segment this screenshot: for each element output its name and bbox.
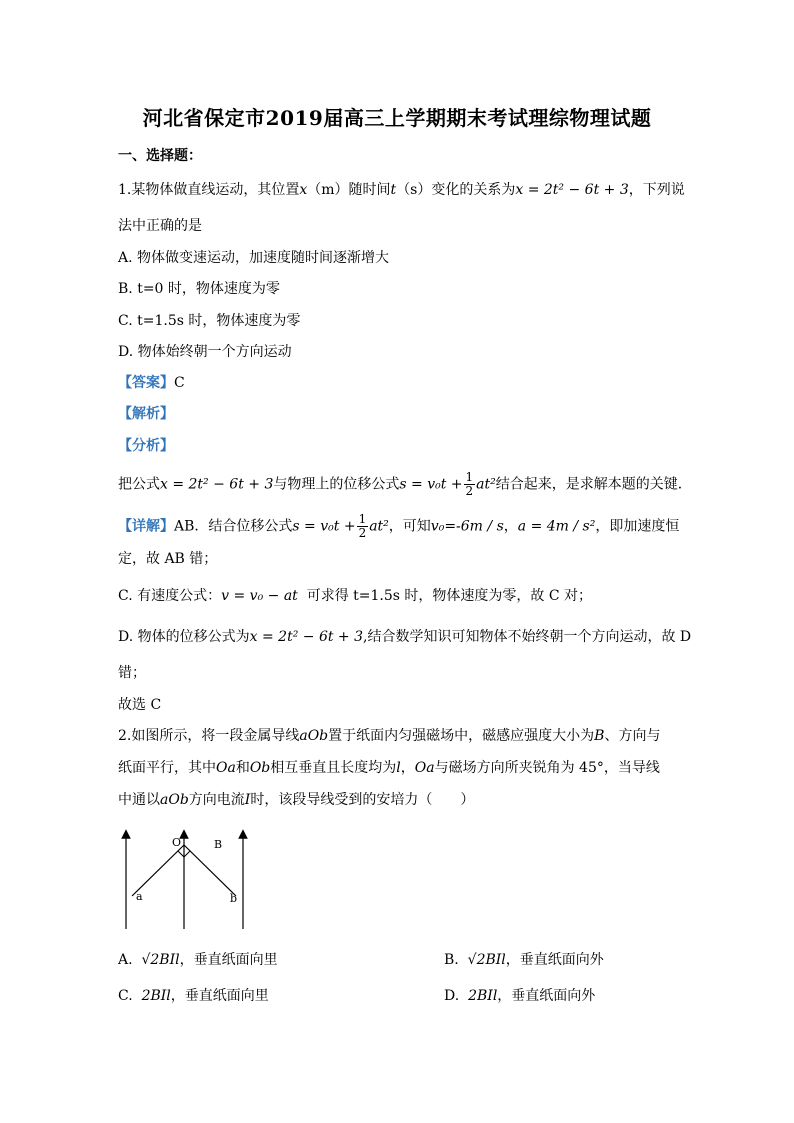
fenxi-equation-2b: at² [476,476,496,493]
opt-d-text: ，垂直纸面向外 [497,988,596,1004]
fenxi-line [118,471,692,498]
q2-l2-c: 相互垂直且长度均为 [270,760,397,776]
label-B: B [214,838,223,851]
xj-equation-1b: at² [369,518,389,535]
q2-l2-Oa: Oa [216,760,236,776]
fenxi-text-a: 把公式 [118,476,160,493]
q2-l2-a: 纸面平行，其中 [118,760,216,776]
q1-conclusion: 故选 C [118,697,162,713]
q2-stem-line2 [118,758,660,778]
wire-ob [184,845,236,896]
xj-text-b: ，可知 [388,518,431,535]
q1-d-explain-line2: 错； [118,665,146,681]
xj-text-a: AB．结合位移公式 [174,518,293,535]
q2-l1-a: 2.如图所示，将一段金属导线 [118,728,300,744]
q2-l1-c: 、方向与 [604,728,661,744]
label-b: b [230,892,238,905]
q1-answer-line [118,373,185,393]
fenxi-text-c: 结合起来，是求解本题的关键． [495,476,692,493]
fraction-half-2: $\frac{1}{2}$ [358,512,367,540]
magnetic-field-figure [118,826,258,940]
xj-equation-3: a = 4m / s² [517,518,596,535]
q1-stem-text-a: 1.某物体做直线运动，其位置 [118,182,300,198]
q1-stem-text-c: （s）变化的关系为 [396,182,516,198]
opt-c-letter: C. [118,988,133,1004]
fenxi-text-b: 与物理上的位移公式 [273,476,400,493]
q1-var-t: t [390,182,397,198]
xj-text-d: ，即加速度恒 [595,518,680,535]
q2-option-d [444,986,595,1006]
q2-stem-line1 [118,726,660,746]
c-text-a: C. 有速度公式： [118,588,222,604]
opt-c-value: 2BIl [141,988,171,1004]
c-equation: v = v₀ − at [221,588,298,604]
opt-d-value: 2BIl [468,988,498,1004]
q2-l2-e: 与磁场方向所夹锐角为 45°，当导线 [434,760,660,776]
q2-l2-Ob: Ob [249,760,271,776]
q2-option-b [444,950,604,970]
section-heading: 一、选择题： [118,148,202,164]
xiangjie-line2: 定，故 AB 错； [118,551,218,567]
fenxi-equation-2: s = v₀t + [399,476,463,493]
q2-l2-Oa2: Oa [414,760,435,776]
q1-stem-text-d: ，下列说 [628,182,685,198]
opt-c-text: ，垂直纸面向里 [170,988,269,1004]
q1-d-explain [118,627,691,647]
q1-equation: x = 2t² − 6t + 3 [515,182,629,198]
d-equation: x = 2t² − 6t + 3 [249,629,364,645]
xiangjie-line1 [118,513,679,540]
opt-d-letter: D. [444,988,460,1004]
q1-stem-line2: 法中正确的是 [118,218,202,234]
q2-l3-I: I [244,792,251,808]
q1-option-b: B. t=0 时，物体速度为零 [118,281,280,297]
q2-l3-b: 方向电流 [188,792,245,808]
answer-value: C [174,375,185,391]
q1-stem-text-b: （m）随时间 [307,182,391,198]
q2-option-c [118,986,269,1006]
xj-equation-2: v₀=-6m / s [430,518,504,535]
fraction-half: $\frac{1}{2}$ [465,470,474,498]
opt-a-letter: A. [118,952,133,968]
q2-option-a [118,950,278,970]
q2-stem-line3 [118,790,474,810]
fenxi-equation-1: x = 2t² − 6t + 3 [160,476,274,493]
opt-a-value: √2BIl [141,952,180,968]
q2-l3-eq: aOb [160,792,189,808]
xiangjie-tag: 【详解】 [118,518,174,535]
q2-l2-d: ， [400,760,415,776]
q2-l1-b: 置于纸面内匀强磁场中，磁感应强度大小为 [328,728,595,744]
opt-b-letter: B. [444,952,459,968]
q2-l1-B: B [594,728,605,744]
q1-option-d: D. 物体始终朝一个方向运动 [118,344,292,360]
opt-a-text: ，垂直纸面向里 [179,952,278,968]
q2-l1-eq: aOb [299,728,329,744]
q1-var-x: x [299,182,308,198]
opt-b-value: √2BIl [467,952,506,968]
wire-oa [132,845,184,896]
analysis-tag: 【解析】 [118,406,174,422]
q1-c-explain [118,586,592,606]
label-o: O [172,836,182,849]
q1-option-c: C. t=1.5s 时，物体速度为零 [118,313,301,329]
q2-l3-c: 时，该段导线受到的安培力（ ） [250,792,475,808]
q2-l2-b: 和 [235,760,250,776]
figure-svg [118,826,258,936]
xj-equation-1: s = v₀t + [292,518,356,535]
page-title: 河北省保定市2019届高三上学期期末考试理综物理试题 [142,106,652,130]
answer-tag: 【答案】 [118,375,174,391]
d-text-a: D. 物体的位移公式为 [118,629,250,645]
fenxi-tag: 【分析】 [118,438,174,454]
q2-l3-a: 中通以 [118,792,160,808]
xj-text-c: ， [503,518,518,535]
d-text-b: ,结合数学知识可知物体不始终朝一个方向运动，故 D [363,629,692,645]
q1-option-a: A. 物体做变速运动，加速度随时间逐渐增大 [118,250,390,266]
c-text-b: 可求得 t=1.5s 时，物体速度为零，故 C 对； [306,588,593,604]
label-a: a [136,890,143,903]
q1-stem-line1 [118,180,685,200]
opt-b-text: ，垂直纸面向外 [505,952,604,968]
q2-l2-l: l [396,760,401,776]
